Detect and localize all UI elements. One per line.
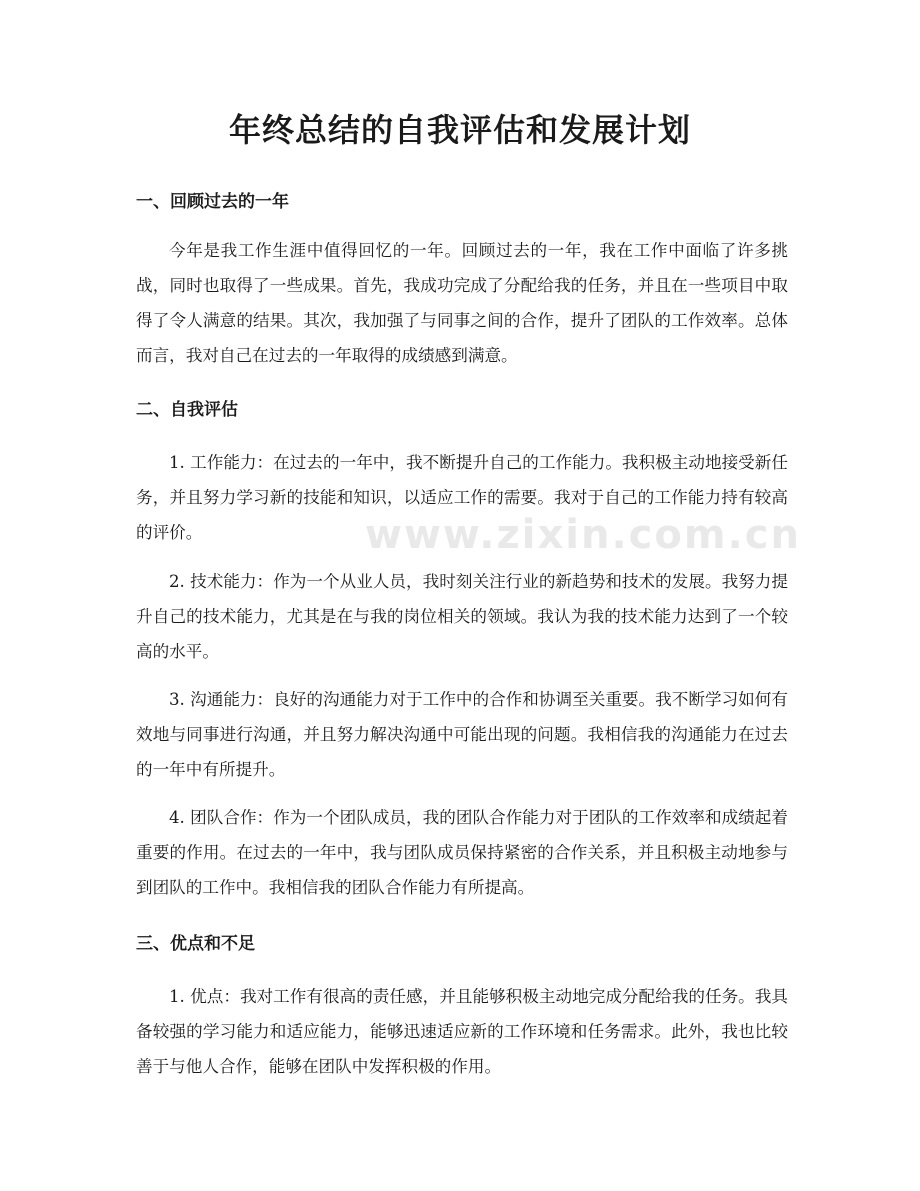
paragraph-review: 今年是我工作生涯中值得回忆的一年。回顾过去的一年，我在工作中面临了许多挑战，同时也取得了一些成果。首先，我成功完成了分配给我的任务，并且在一些项目中取得了令人满意的结果。其次，我加强了与同事之间的合作，提升了团队的工作效率。总体而言，我对自己在过去的一年取得的成绩感到满意。 bbox=[136, 241, 788, 365]
paragraph-communication-ability: 3. 沟通能力：良好的沟通能力对于工作中的合作和协调至关重要。我不断学习如何有效地与同事进行沟通，并且努力解决沟通中可能出现的问题。我相信我的沟通能力在过去的一年中有所提升。 bbox=[136, 690, 788, 779]
paragraph-work-ability: 1. 工作能力：在过去的一年中，我不断提升自己的工作能力。我积极主动地接受新任务，并且努力学习新的技能和知识，以适应工作的需要。我对于自己的工作能力持有较高的评价。 bbox=[136, 453, 788, 542]
watermark: www.zixin.com.cn bbox=[365, 512, 801, 558]
page-title: 年终总结的自我评估和发展计划 bbox=[228, 111, 691, 149]
section-heading-review: 一、回顾过去的一年 bbox=[136, 192, 289, 212]
section-heading-self-assessment: 二、自我评估 bbox=[136, 400, 238, 420]
paragraph-teamwork: 4. 团队合作：作为一个团队成员，我的团队合作能力对于团队的工作效率和成绩起着重要的作用。在过去的一年中，我与团队成员保持紧密的合作关系，并且积极主动地参与到团队的工作中。我相信我的团队合作能力有所提高。 bbox=[136, 808, 788, 897]
paragraph-technical-ability: 2. 技术能力：作为一个从业人员，我时刻关注行业的新趋势和技术的发展。我努力提升自己的技术能力，尤其是在与我的岗位相关的领域。我认为我的技术能力达到了一个较高的水平。 bbox=[136, 572, 788, 661]
paragraph-strengths: 1. 优点：我对工作有很高的责任感，并且能够积极主动地完成分配给我的任务。我具备较强的学习能力和适应能力，能够迅速适应新的工作环境和任务需求。此外，我也比较善于与他人合作，能够在团队中发挥积极的作用。 bbox=[136, 987, 788, 1076]
section-heading-strengths-weaknesses: 三、优点和不足 bbox=[136, 934, 255, 954]
